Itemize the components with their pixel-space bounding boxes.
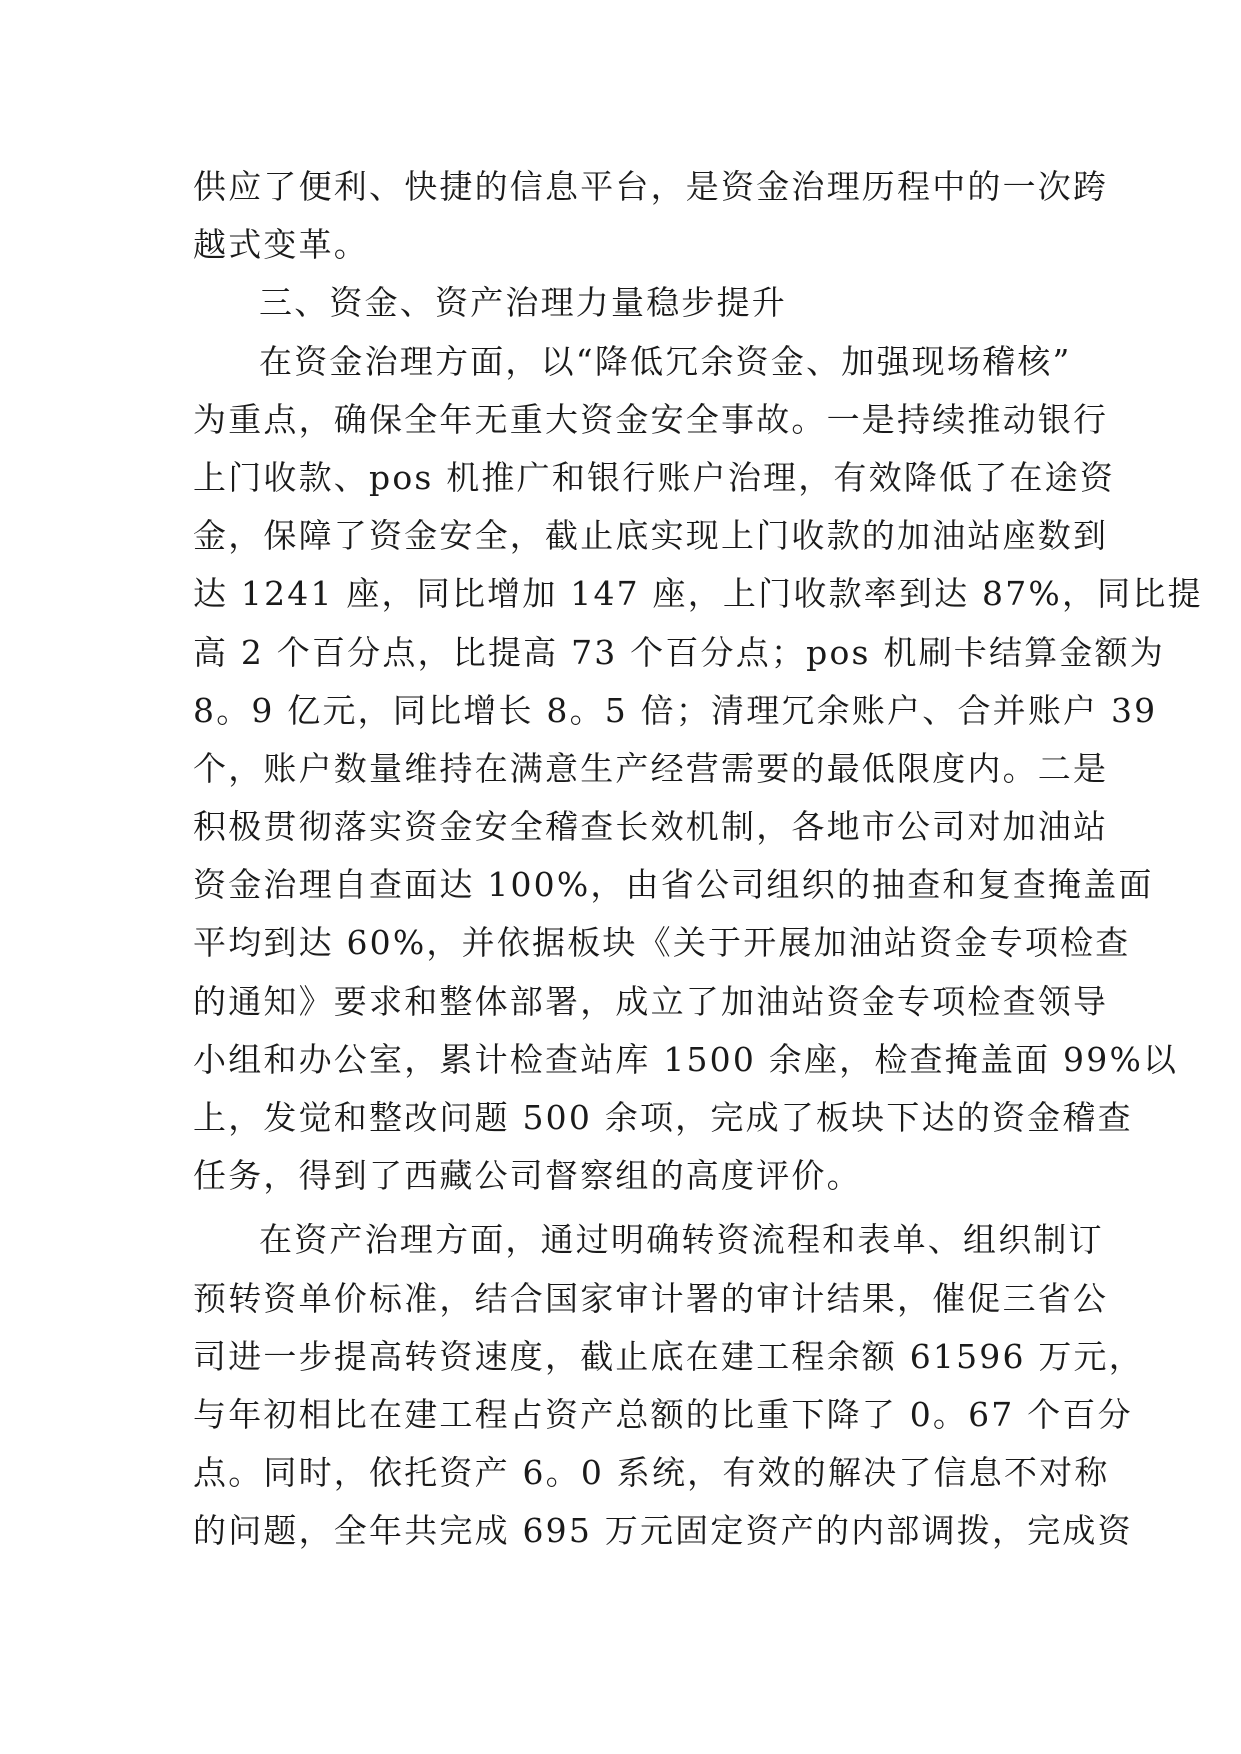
text-line: 司进一步提高转资速度，截止底在建工程余额 61596 万元， xyxy=(193,1336,1144,1376)
text-line: 的问题，全年共完成 695 万元固定资产的内部调拨，完成资 xyxy=(193,1511,1133,1551)
text-line: 与年初相比在建工程占资产总额的比重下降了 0。67 个百分 xyxy=(193,1394,1133,1434)
text-line: 8。9 亿元，同比增长 8。5 倍；清理冗余账户、合并账户 39 xyxy=(193,690,1158,730)
section-heading: 三、资金、资产治理力量稳步提升 xyxy=(259,283,787,323)
text-line: 小组和办公室，累计检查站库 1500 余座，检查掩盖面 99%以 xyxy=(193,1039,1179,1079)
text-line: 个，账户数量维持在满意生产经营需要的最低限度内。二是 xyxy=(193,748,1109,788)
text-line: 上，发觉和整改问题 500 余项，完成了板块下达的资金稽查 xyxy=(193,1098,1133,1137)
text-line: 的通知》要求和整体部署，成立了加油站资金专项检查领导 xyxy=(193,981,1109,1021)
text-line: 积极贯彻落实资金安全稽查长效机制，各地市公司对加油站 xyxy=(193,807,1109,847)
document-body xyxy=(193,158,1203,1561)
text-line: 为重点，确保全年无重大资金安全事故。一是持续推动银行 xyxy=(193,399,1109,439)
text-line: 供应了便利、快捷的信息平台，是资金治理历程中的一次跨 xyxy=(193,167,1109,206)
text-line: 平均到达 60%，并依据板块《关于开展加油站资金专项检查 xyxy=(193,923,1131,963)
text-line: 越式变革。 xyxy=(193,225,369,265)
text-line: 金，保障了资金安全，截止底实现上门收款的加油站座数到 xyxy=(193,516,1109,556)
text-line: 预转资单价标准，结合国家审计署的审计结果，催促三省公 xyxy=(193,1278,1109,1318)
text-line: 任务，得到了西藏公司督察组的高度评价。 xyxy=(193,1156,862,1196)
text-line: 在资金治理方面，以“降低冗余资金、加强现场稽核” xyxy=(259,341,1072,381)
text-line: 达 1241 座，同比增加 147 座，上门收款率到达 87%，同比提 xyxy=(193,574,1203,614)
text-line: 上门收款、pos 机推广和银行账户治理，有效降低了在途资 xyxy=(193,457,1116,497)
text-line: 点。同时，依托资产 6。0 系统，有效的解决了信息不对称 xyxy=(193,1453,1110,1493)
text-line: 在资产治理方面，通过明确转资流程和表单、组织制订 xyxy=(259,1220,1104,1260)
text-line: 资金治理自查面达 100%，由省公司组织的抽查和复查掩盖面 xyxy=(193,865,1154,905)
text-line: 高 2 个百分点，比提高 73 个百分点；pos 机刷卡结算金额为 xyxy=(193,632,1165,672)
